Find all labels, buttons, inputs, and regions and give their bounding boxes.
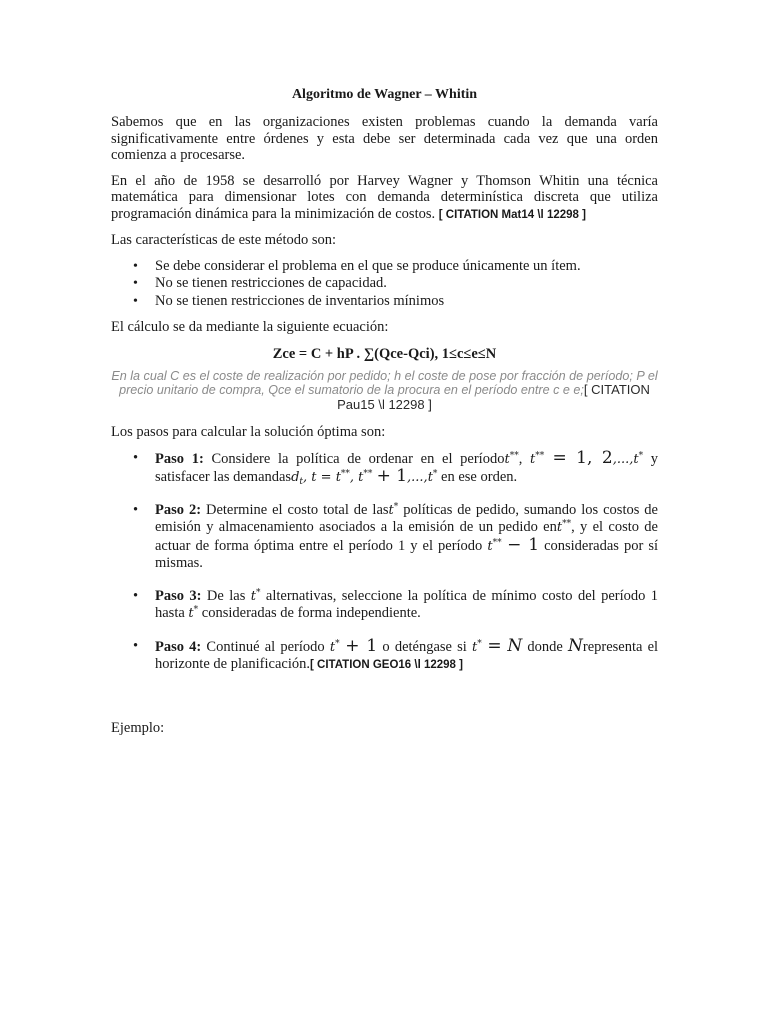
characteristics-list bbox=[111, 258, 658, 311]
citation-pau15: [ CITATION Pau15 \l 12298 ] bbox=[337, 382, 650, 412]
step-label: Paso 4: bbox=[155, 638, 202, 655]
math-t-range: t** = 1, 2,...,t* bbox=[530, 447, 644, 468]
math-demand-range: $d_t$, t = t**, t** + 1,...,t* bbox=[291, 466, 438, 487]
history-paragraph bbox=[111, 173, 658, 224]
list-item: • No se tienen restricciones de capacidad. bbox=[111, 275, 658, 293]
formula-note bbox=[111, 369, 658, 413]
intro-paragraph: Sabemos que en las organizaciones existen problemas cuando la demanda varía significativamente entre órdenes y esta debe ser determinada cada vez que una orden comienza a procesarse. bbox=[111, 114, 658, 163]
math-t-starstar-minus-1: t** − 1 bbox=[487, 534, 540, 555]
example-label: Ejemplo: bbox=[111, 719, 165, 736]
step-text: , bbox=[518, 450, 523, 467]
math-t-star: t* bbox=[188, 605, 199, 621]
step-label: Paso 3: bbox=[155, 587, 202, 604]
equation-intro: El cálculo se da mediante la siguiente ecuación: bbox=[111, 319, 389, 335]
step-text: Continué al período bbox=[206, 638, 325, 655]
math-t-star: t* bbox=[388, 501, 399, 518]
step-text: Determine el costo total de las bbox=[205, 501, 389, 518]
document-title: Algoritmo de Wagner – Whitin bbox=[291, 87, 478, 102]
step-text: representa el horizonte de planificación. bbox=[155, 638, 659, 672]
step-text: en ese orden. bbox=[441, 469, 518, 485]
math-t-starstar: t** bbox=[504, 450, 519, 467]
step-3 bbox=[111, 588, 658, 623]
list-item: • Se debe considerar el problema en el que se produce únicamente un ítem. bbox=[111, 258, 658, 276]
steps-intro: Los pasos para calcular la solución óptima son: bbox=[111, 424, 386, 440]
step-text: o deténgase si bbox=[382, 638, 467, 655]
history-text: En el año de 1958 se desarrolló por Harvey Wagner y Thomson Whitin una técnica matemática para dimensionar lotes con demanda determinística discreta que utiliza programación dinámica para la minimización de costos. bbox=[111, 172, 658, 222]
formula-note-text: En la cual C es el coste de realización por pedido; h el coste de pose por fracción de período; P el precio unitario de compra, Qce el sumatorio de la procura en el período entre c e e; bbox=[111, 368, 658, 397]
step-text: y satisfacer las demandas bbox=[155, 450, 659, 485]
math-t-starstar: t** bbox=[556, 519, 572, 535]
math-n: N bbox=[567, 635, 583, 656]
step-text: De las bbox=[206, 587, 246, 604]
list-item: • No se tienen restricciones de inventarios mínimos bbox=[111, 293, 658, 311]
math-t-star: t* bbox=[250, 587, 261, 604]
citation-geo16: [ CITATION GEO16 \l 12298 ] bbox=[310, 659, 463, 671]
step-label: Paso 2: bbox=[155, 501, 202, 518]
step-text: alternativas, seleccione la política de mínimo costo del período 1 hasta bbox=[155, 587, 659, 621]
step-text: Considere la política de ordenar en el período bbox=[211, 450, 505, 467]
citation-mat14: [ CITATION Mat14 \l 12298 ] bbox=[438, 208, 586, 221]
formula: Zce = C + hP . ∑(Qce-Qci), 1≤c≤e≤N bbox=[272, 345, 497, 362]
step-text: políticas de pedido, sumando los costos de emisión y almacenamiento asociados a la emisión de un pedido en bbox=[155, 501, 658, 535]
characteristics-intro: Las características de este método son: bbox=[111, 232, 337, 248]
steps-list bbox=[111, 447, 659, 675]
math-t-star-equals-n: t* = N bbox=[472, 635, 523, 656]
step-4 bbox=[111, 635, 659, 675]
step-text: donde bbox=[527, 638, 563, 655]
step-text: consideradas por sí mismas. bbox=[155, 537, 659, 571]
step-text: consideradas de forma independiente. bbox=[201, 605, 421, 621]
step-label: Paso 1: bbox=[155, 450, 204, 467]
step-2 bbox=[111, 502, 658, 573]
math-t-star-plus-1: t* + 1 bbox=[329, 635, 378, 656]
step-1 bbox=[111, 447, 659, 487]
spacer bbox=[111, 690, 658, 720]
step-text: , y el costo de actuar de forma óptima entre el período 1 y el período bbox=[155, 519, 658, 554]
